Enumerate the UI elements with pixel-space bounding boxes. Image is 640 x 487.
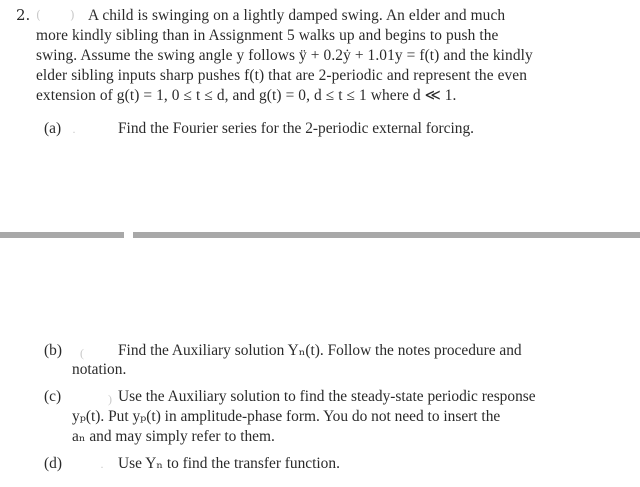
part-b-label: (b) [44, 342, 62, 359]
redaction-smudge: · [100, 460, 104, 474]
question-number: 2. [16, 6, 31, 24]
part-c-text: Use the Auxiliary solution to find the steady-state periodic response [118, 388, 536, 405]
part-b-text: Find the Auxiliary solution Yₙ(t). Follow the notes procedure and [118, 342, 522, 359]
part-a [0, 119, 640, 141]
redaction-smudge: ) [70, 8, 75, 22]
redaction-smudge: · [72, 125, 76, 139]
part-b-continuation: notation. [72, 361, 127, 378]
part-c-label: (c) [44, 388, 62, 405]
question-line: A child is swinging on a lightly damped swing. An elder and much [88, 7, 506, 24]
question-line: extension of g(t) = 1, 0 ≤ t ≤ d, and g(t) = 0, d ≤ t ≤ 1 where d ≪ 1. [36, 87, 457, 104]
part-a-label: (a) [44, 120, 62, 137]
part-c [0, 387, 640, 449]
redaction-smudge: ) [108, 392, 112, 406]
question-line: more kindly sibling than in Assignment 5 walks up and begins to push the [36, 27, 499, 44]
part-c-continuation: yₚ(t). Put yₚ(t) in amplitude-phase form. You do not need to insert the [72, 408, 501, 425]
part-d-label: (d) [44, 455, 62, 472]
part-d [0, 454, 640, 476]
page-divider-right [133, 232, 640, 238]
part-d-text: Use Yₙ to find the transfer function. [118, 455, 340, 472]
redaction-smudge: ( [36, 8, 41, 22]
part-c-continuation: aₙ and may simply refer to them. [72, 428, 275, 445]
part-b [0, 341, 640, 383]
redaction-smudge: ( [80, 346, 84, 360]
part-a-text: Find the Fourier series for the 2-periodic external forcing. [118, 120, 475, 137]
question-body [36, 6, 596, 106]
question-line: elder sibling inputs sharp pushes f(t) that are 2-periodic and represent the even [36, 67, 528, 84]
page-divider-left [0, 232, 124, 238]
question-line: swing. Assume the swing angle y follows ÿ + 0.2ẏ + 1.01y = f(t) and the kindly [36, 47, 533, 64]
